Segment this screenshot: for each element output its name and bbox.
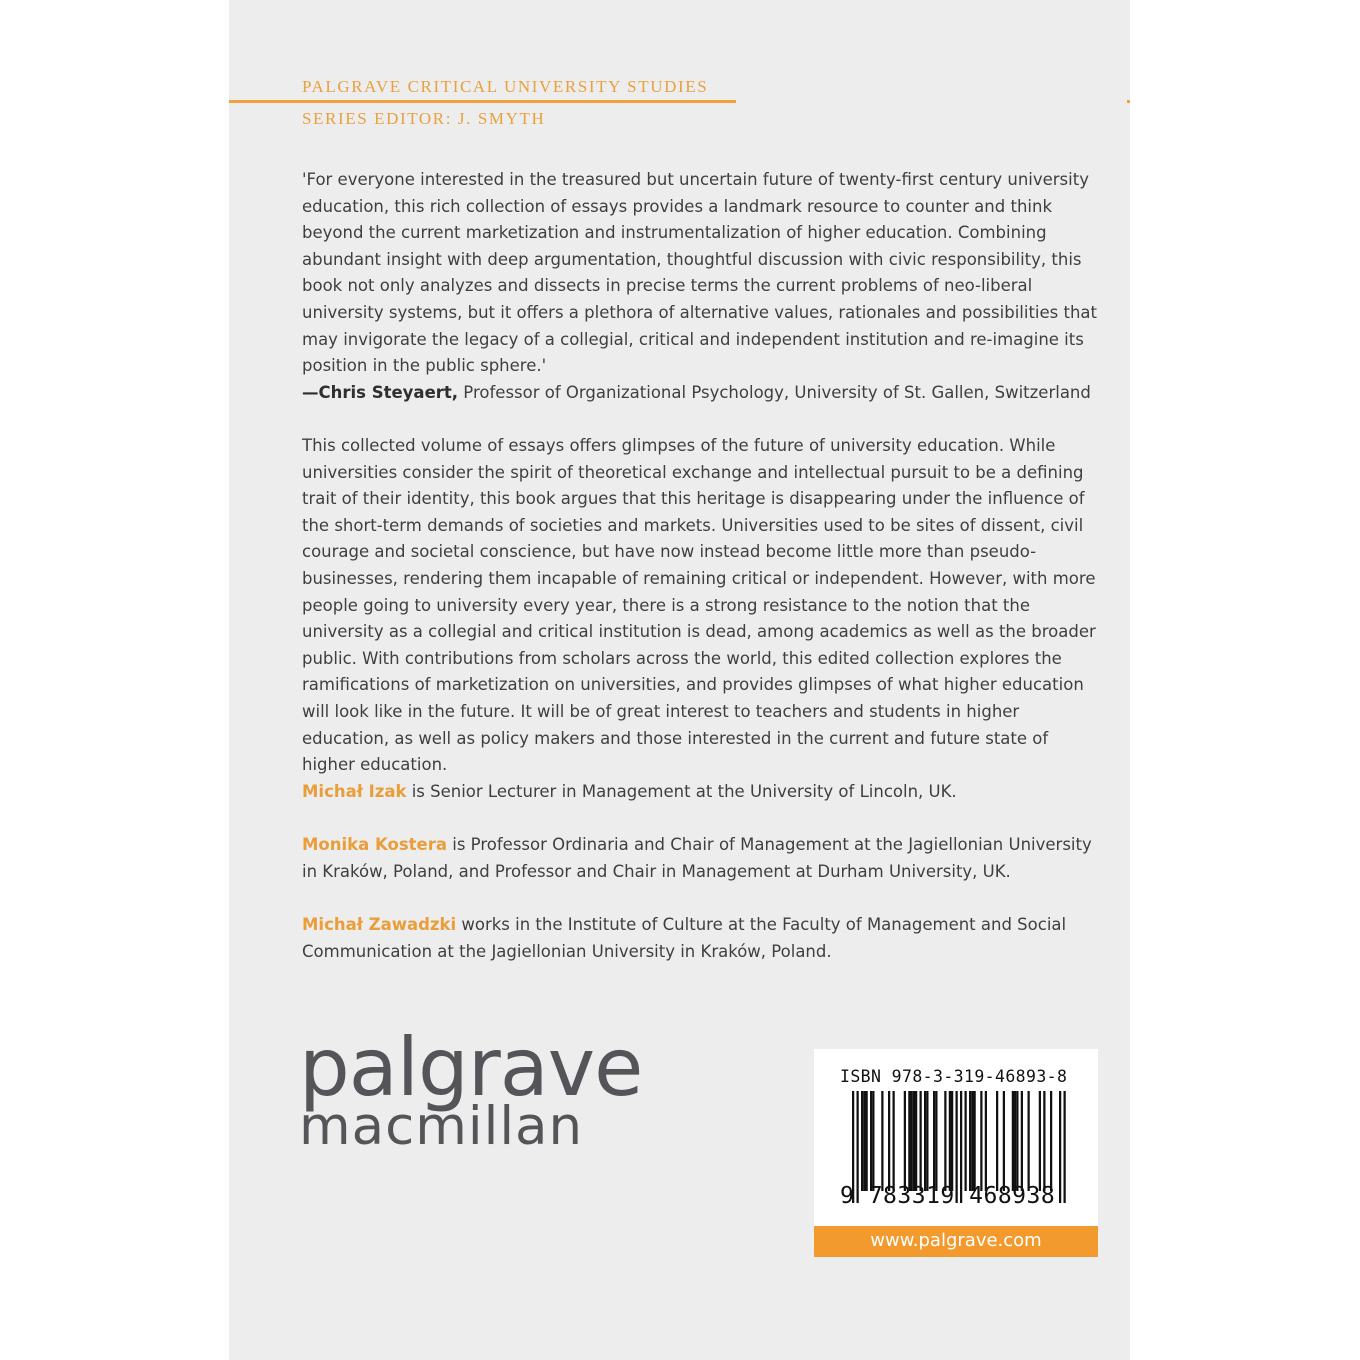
editor-bio — [302, 832, 1102, 885]
barcode-digits: 9 783319 468938 — [840, 1183, 1056, 1209]
editor-bio-text: is Senior Lecturer in Management at the University of Lincoln, UK. — [406, 782, 957, 801]
editor-name: Michał Zawadzki — [302, 915, 457, 934]
barcode-bar — [1016, 1091, 1018, 1191]
editor-name: Michał Izak — [302, 782, 407, 801]
barcode-bar — [915, 1091, 917, 1191]
series-title: PALGRAVE CRITICAL UNIVERSITY STUDIES — [302, 77, 709, 96]
barcode-bar — [1043, 1091, 1045, 1191]
barcode-bar — [965, 1091, 967, 1191]
barcode-bar — [944, 1091, 946, 1191]
barcode-bar — [872, 1091, 874, 1191]
barcode-bar — [971, 1091, 973, 1191]
barcode-bar — [904, 1091, 906, 1191]
series-rule-end — [1127, 100, 1130, 103]
description-text: This collected volume of essays offers glimpses of the future of university education. While universities consider the spirit of theoretical exchange and intellectual pursuit to be a defining trait of their identity, this book argues that this heritage is disappearing under the influence of the short-term demands of societies and markets. Universities used to be sites of dissent, civil courage and societal conscience, but have now instead become little more than pseudo-businesses, rendering them incapable of remaining critical or independent. However, with more people going to university every year, there is a strong resistance to the notion that the university as a collegial and critical institution is dead, among academics as well as the broader public. With contributions from scholars across the world, this edited collection explores the ramifications of marketization on universities, and provides glimpses of what higher education will look like in the future. It will be of great interest to teachers and students in higher education, as well as policy makers and those interested in the current and future state of higher education. — [302, 436, 1096, 775]
quote-text: 'For everyone interested in the treasured but uncertain future of twenty-first century university education, this rich collection of essays provides a landmark resource to counter and think beyond the current marketization and instrumentalization of higher education. Combining abundant insight with deep argumentation, thoughtful discussion with civic responsibility, this book not only analyzes and dissects in precise terms the current problems of neo-liberal university systems, but it offers a plethora of alternative values, rationales and possibilities that may invigorate the legacy of a collegial, critical and independent institution and re-imagine its position in the public sphere.' — [302, 170, 1098, 376]
publisher-logo — [299, 1021, 643, 1157]
barcode-bar — [974, 1091, 976, 1191]
editor-bio-text: is Professor Ordinaria and Chair of Management at the Jagiellonian University in Kraków, Poland, and Professor and Chair in Management at Durham University, UK. — [302, 835, 1092, 881]
barcode-bar — [985, 1091, 987, 1191]
quote-author: —Chris Steyaert, — [302, 382, 459, 402]
barcode-bar — [861, 1091, 863, 1191]
barcode-bar — [1059, 1091, 1061, 1203]
barcode-bar — [893, 1091, 895, 1191]
barcode-bar — [933, 1091, 935, 1191]
website-link[interactable]: www.palgrave.com — [814, 1226, 1098, 1257]
barcode-bar — [1064, 1091, 1066, 1203]
barcode-bar — [908, 1091, 910, 1191]
barcode-bar — [980, 1091, 982, 1191]
endorsement-quote — [302, 167, 1102, 406]
barcode-bar — [870, 1091, 872, 1191]
editor-name: Monika Kostera — [302, 835, 448, 854]
barcode-bar — [951, 1091, 953, 1191]
barcode-bar — [1028, 1091, 1030, 1191]
barcode-bar — [1012, 1091, 1014, 1191]
barcode-bar — [881, 1091, 883, 1191]
back-cover — [229, 0, 1130, 1360]
barcode-bar — [888, 1091, 890, 1191]
isbn-label: ISBN 978-3-319-46893-8 — [840, 1067, 1068, 1086]
logo-word-macmillan: macmillan — [299, 1096, 584, 1157]
barcode-bar — [924, 1091, 926, 1191]
logo-word-palgrave: palgrave — [299, 1021, 643, 1114]
barcode-bar — [866, 1091, 868, 1191]
barcode-bar — [920, 1091, 922, 1191]
editor-bio-text: works in the Institute of Culture at the Faculty of Management and Social Communication at the Jagiellonian University in Kraków, Poland. — [302, 915, 1067, 961]
series-rule — [229, 100, 736, 103]
series-editor: SERIES EDITOR: J. SMYTH — [302, 109, 546, 128]
quote-author-role: Professor of Organizational Psychology, University of St. Gallen, Switzerland — [458, 382, 1091, 402]
quote-attribution — [302, 380, 1102, 407]
barcode-bar — [1014, 1091, 1016, 1191]
barcode-bar — [913, 1091, 915, 1191]
barcode-bar — [1050, 1091, 1052, 1191]
barcode-bar — [1021, 1091, 1023, 1191]
editor-bio — [302, 912, 1102, 965]
isbn-barcode — [814, 1049, 1098, 1226]
barcode-bar — [1039, 1091, 1041, 1191]
barcode-bar — [935, 1091, 937, 1191]
barcode-bar — [863, 1091, 865, 1191]
barcode-bar — [996, 1091, 998, 1191]
barcode-bar — [949, 1091, 951, 1191]
barcode-bar — [1003, 1091, 1005, 1191]
book-description — [302, 433, 1102, 779]
barcode-bar — [926, 1091, 928, 1191]
editor-bio — [302, 779, 1102, 806]
barcode-bar — [911, 1091, 913, 1191]
barcode-bar — [969, 1091, 971, 1191]
